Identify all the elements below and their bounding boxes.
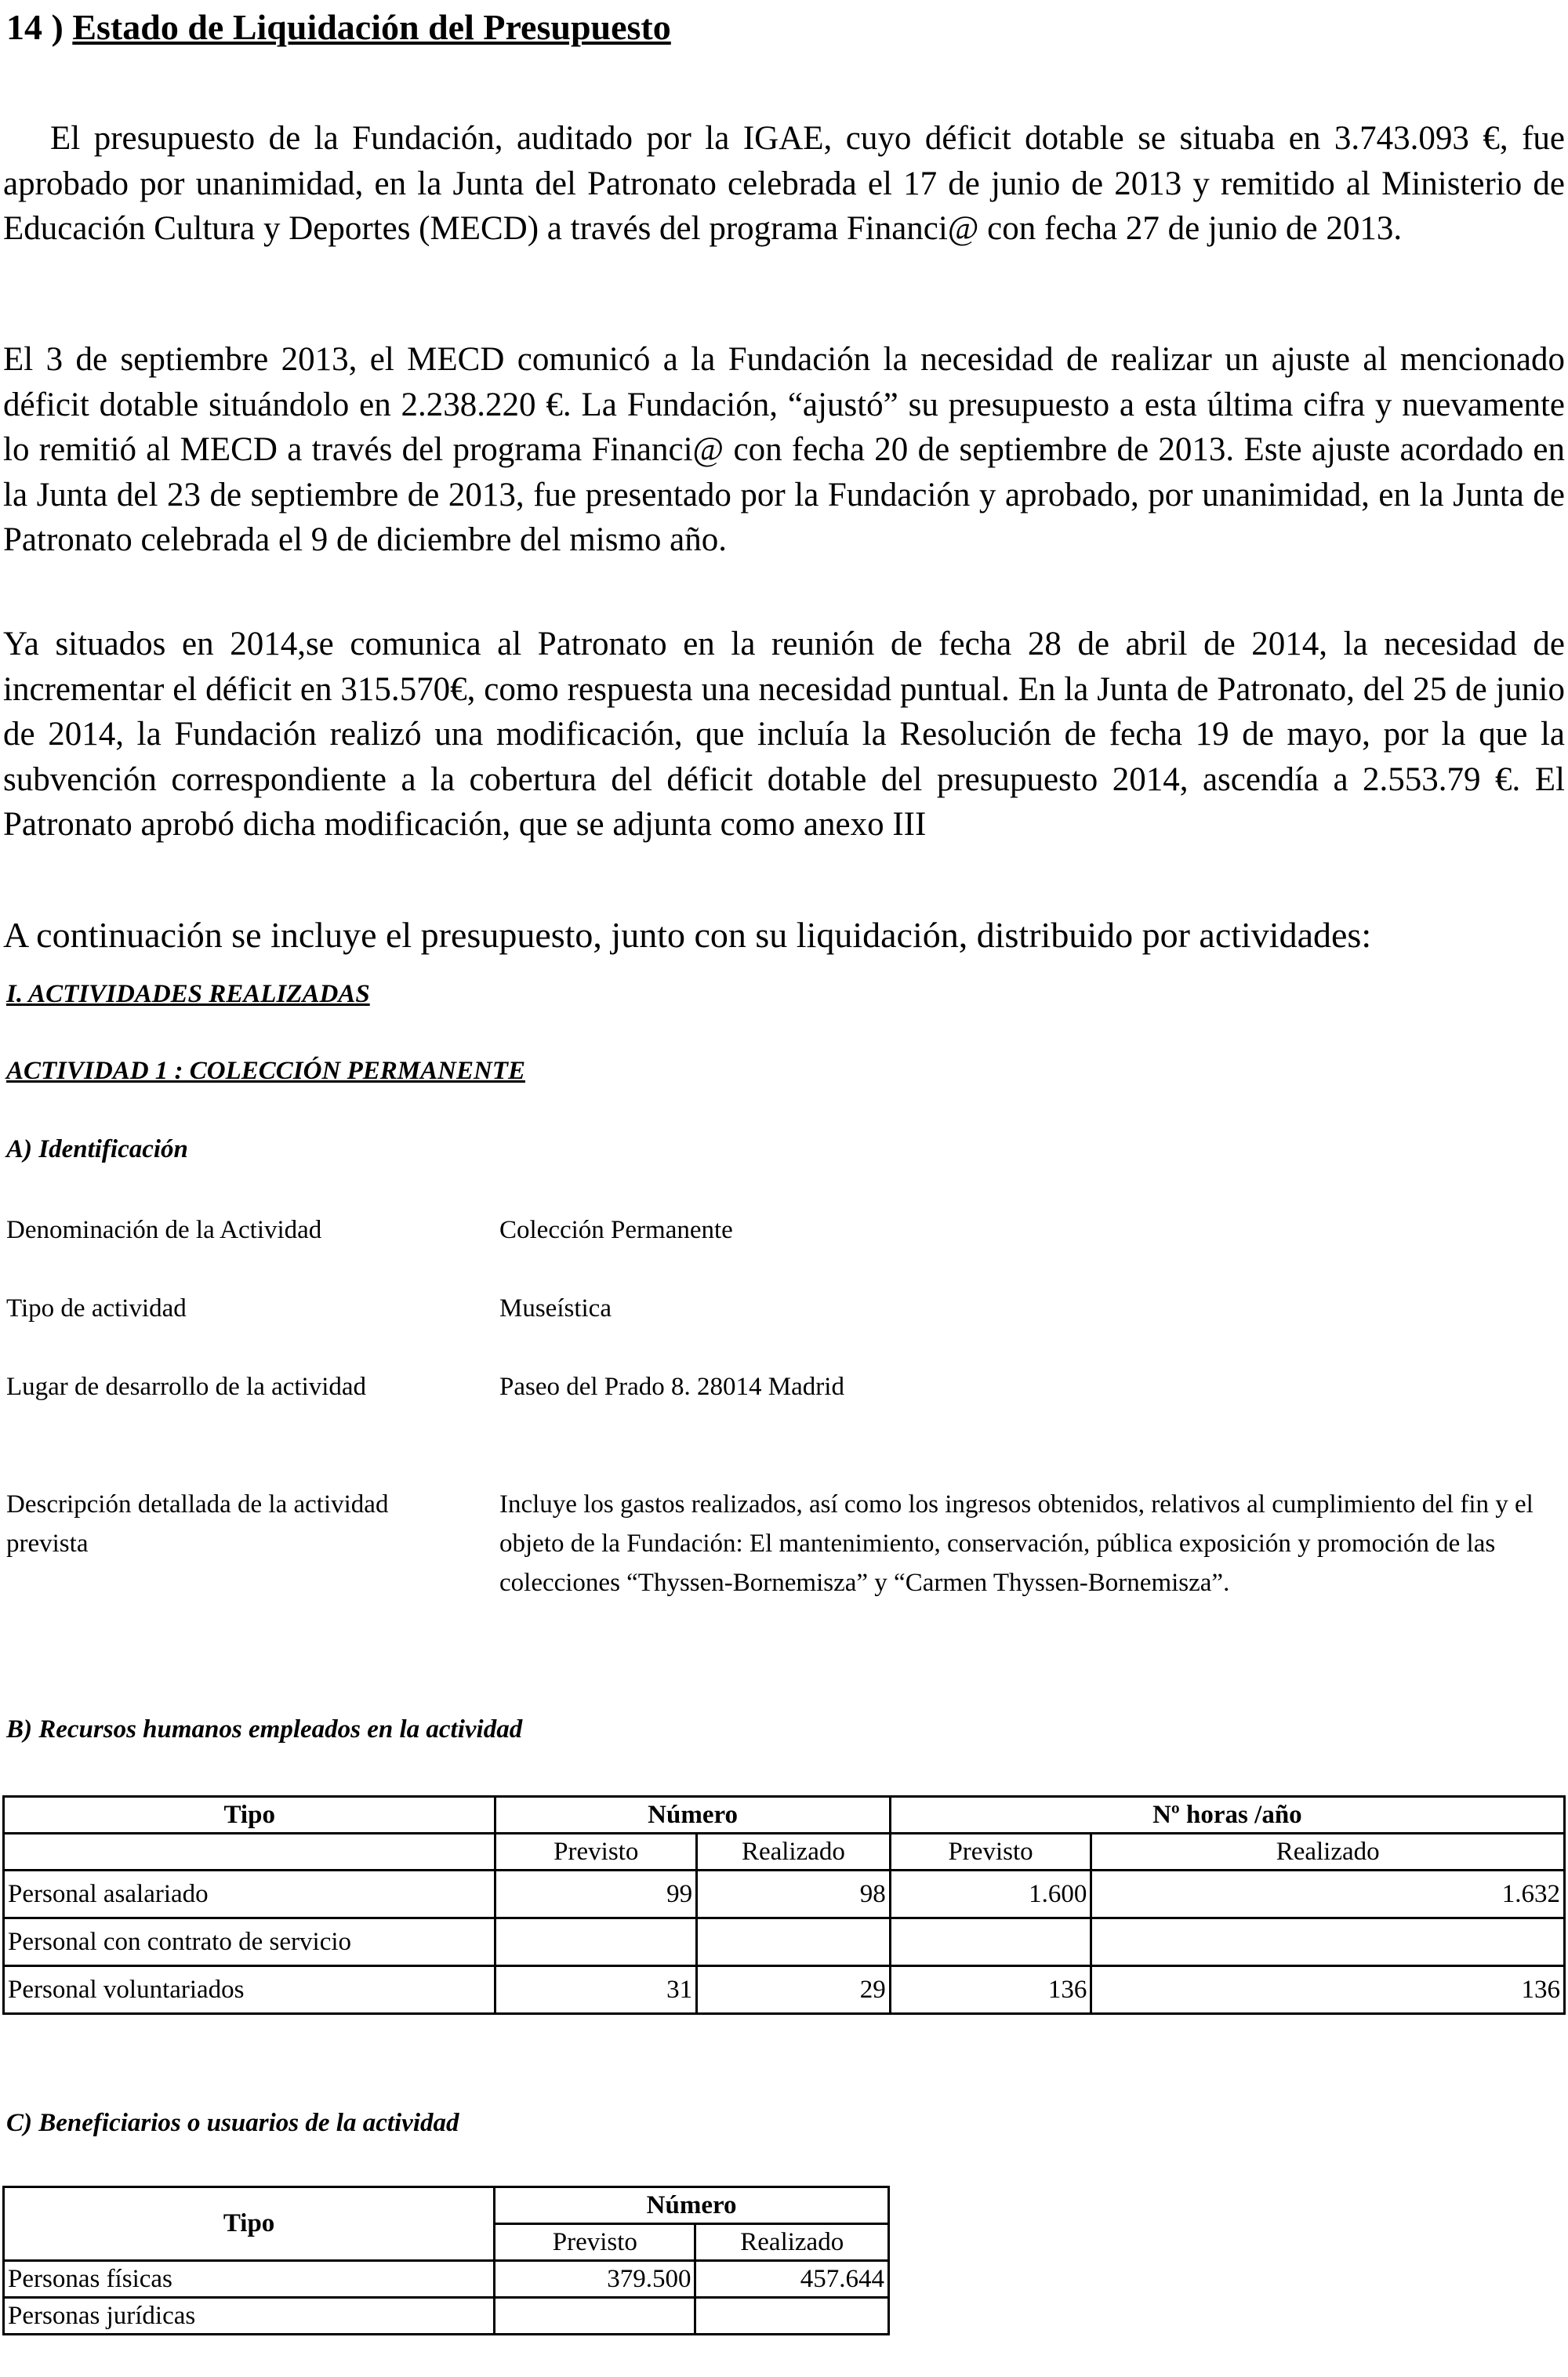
cell-horas-previsto xyxy=(890,1918,1091,1966)
column-subheader-previsto: Previsto xyxy=(890,1834,1091,1871)
cell-tipo: Personal con contrato de servicio xyxy=(4,1918,495,1966)
table-header-row xyxy=(4,1797,1565,1834)
identification-label: Tipo de actividad xyxy=(6,1294,187,1323)
cell-num-previsto: 31 xyxy=(495,1966,697,2014)
cell-num-realizado xyxy=(697,1918,891,1966)
cell-horas-previsto: 136 xyxy=(890,1966,1091,2014)
beneficiaries-table xyxy=(2,2186,890,2335)
table-header-row xyxy=(4,2187,889,2224)
identification-label: Lugar de desarrollo de la actividad xyxy=(6,1373,367,1401)
column-header-horas: Nº horas /año xyxy=(890,1797,1564,1834)
paragraph-3: Ya situados en 2014,se comunica al Patronato en la reunión de fecha 28 de abril de 2014, la necesidad de incrementar el déficit en 315.570€, como respuesta una necesidad puntual. En la Junta de Patronato, del 25 de junio de 2014, la Fundación realizó una modificación, que incluía la Resolución de fecha 19 de mayo, por la que la subvención correspondiente a la cobertura del déficit dotable del presupuesto 2014, ascendía a 2.553.79 €. El Patronato aprobó dicha modificación, que se adjunta como anexo III xyxy=(3,626,1565,843)
cell-num-previsto xyxy=(495,1918,697,1966)
intro-text: A continuación se incluye el presupuesto, junto con su liquidación, distribuido por actividades: xyxy=(3,915,1372,955)
description-value: Incluye los gastos realizados, así como los ingresos obtenidos, relativos al cumplimiento del fin y el objeto de la Fundación: El mantenimiento, conservación, pública exposición y promoción de las colecciones “Thyssen-Bornemisza” y “Carmen Thyssen-Bornemisza”. xyxy=(499,1490,1534,1597)
cell-num-previsto: 99 xyxy=(495,1871,697,1918)
cell-horas-realizado: 136 xyxy=(1091,1966,1565,2014)
cell-tipo: Personas físicas xyxy=(4,2261,495,2298)
table-subheader-row xyxy=(4,1834,1565,1871)
column-header-numero: Número xyxy=(495,2187,889,2224)
paragraph-2: El 3 de septiembre 2013, el MECD comunicó a la Fundación la necesidad de realizar un ajuste al mencionado déficit dotable situándolo en 2.238.220 €. La Fundación, “ajustó” su presupuesto a esta última cifra y nuevamente lo remitió al MECD a través del programa Financi@ con fecha 20 de septiembre de 2013. Este ajuste acordado en la Junta del 23 de septiembre de 2013, fue presentado por la Fundación y aprobado, por unanimidad, en la Junta de Patronato celebrada el 9 de diciembre del mismo año. xyxy=(3,341,1565,558)
identification-value: Museística xyxy=(499,1294,612,1323)
cell-previsto: 379.500 xyxy=(495,2261,695,2298)
cell-horas-realizado xyxy=(1091,1918,1565,1966)
cell-realizado xyxy=(695,2298,889,2335)
cell-tipo: Personas jurídicas xyxy=(4,2298,495,2335)
table-row xyxy=(4,2261,889,2298)
section-title xyxy=(6,6,671,48)
column-subheader-empty xyxy=(4,1834,495,1871)
human-resources-table xyxy=(2,1795,1566,2015)
cell-horas-realizado: 1.632 xyxy=(1091,1871,1565,1918)
paragraph-1: El presupuesto de la Fundación, auditado por la IGAE, cuyo déficit dotable se situaba en 3.743.093 €, fue aprobado por unanimidad, en la Junta del Patronato celebrada el 17 de junio de 2013 y remitido al Ministerio de Educación Cultura y Deportes (MECD) a través del programa Financi@ con fecha 27 de junio de 2013. xyxy=(3,120,1565,247)
column-subheader-previsto: Previsto xyxy=(495,1834,697,1871)
table-row xyxy=(4,1871,1565,1918)
column-subheader-previsto: Previsto xyxy=(495,2224,695,2261)
cell-horas-previsto: 1.600 xyxy=(890,1871,1091,1918)
column-header-numero: Número xyxy=(495,1797,890,1834)
human-resources-header: B) Recursos humanos empleados en la actividad xyxy=(6,1715,523,1744)
table-row xyxy=(4,1966,1565,2014)
identification-header: A) Identificación xyxy=(6,1135,188,1163)
cell-num-realizado: 98 xyxy=(697,1871,891,1918)
column-header-tipo: Tipo xyxy=(4,1797,495,1834)
identification-value: Colección Permanente xyxy=(499,1216,733,1244)
activities-header: I. ACTIVIDADES REALIZADAS xyxy=(6,980,370,1008)
column-subheader-realizado: Realizado xyxy=(695,2224,889,2261)
identification-label: Denominación de la Actividad xyxy=(6,1216,322,1244)
column-subheader-realizado: Realizado xyxy=(1091,1834,1565,1871)
table-row xyxy=(4,2298,889,2335)
section-number: 14 ) xyxy=(6,7,64,47)
cell-tipo: Personal voluntariados xyxy=(4,1966,495,2014)
identification-value: Paseo del Prado 8. 28014 Madrid xyxy=(499,1373,844,1401)
cell-previsto xyxy=(495,2298,695,2335)
activity-header: ACTIVIDAD 1 : COLECCIÓN PERMANENTE xyxy=(6,1057,525,1085)
cell-tipo: Personal asalariado xyxy=(4,1871,495,1918)
description-label: Descripción detallada de la actividad prevista xyxy=(6,1490,389,1558)
beneficiaries-header: C) Beneficiarios o usuarios de la actividad xyxy=(6,2109,459,2137)
section-title-text: Estado de Liquidación del Presupuesto xyxy=(72,7,671,47)
table-row xyxy=(4,1918,1565,1966)
column-subheader-realizado: Realizado xyxy=(697,1834,891,1871)
cell-realizado: 457.644 xyxy=(695,2261,889,2298)
cell-num-realizado: 29 xyxy=(697,1966,891,2014)
column-header-tipo: Tipo xyxy=(4,2187,495,2261)
